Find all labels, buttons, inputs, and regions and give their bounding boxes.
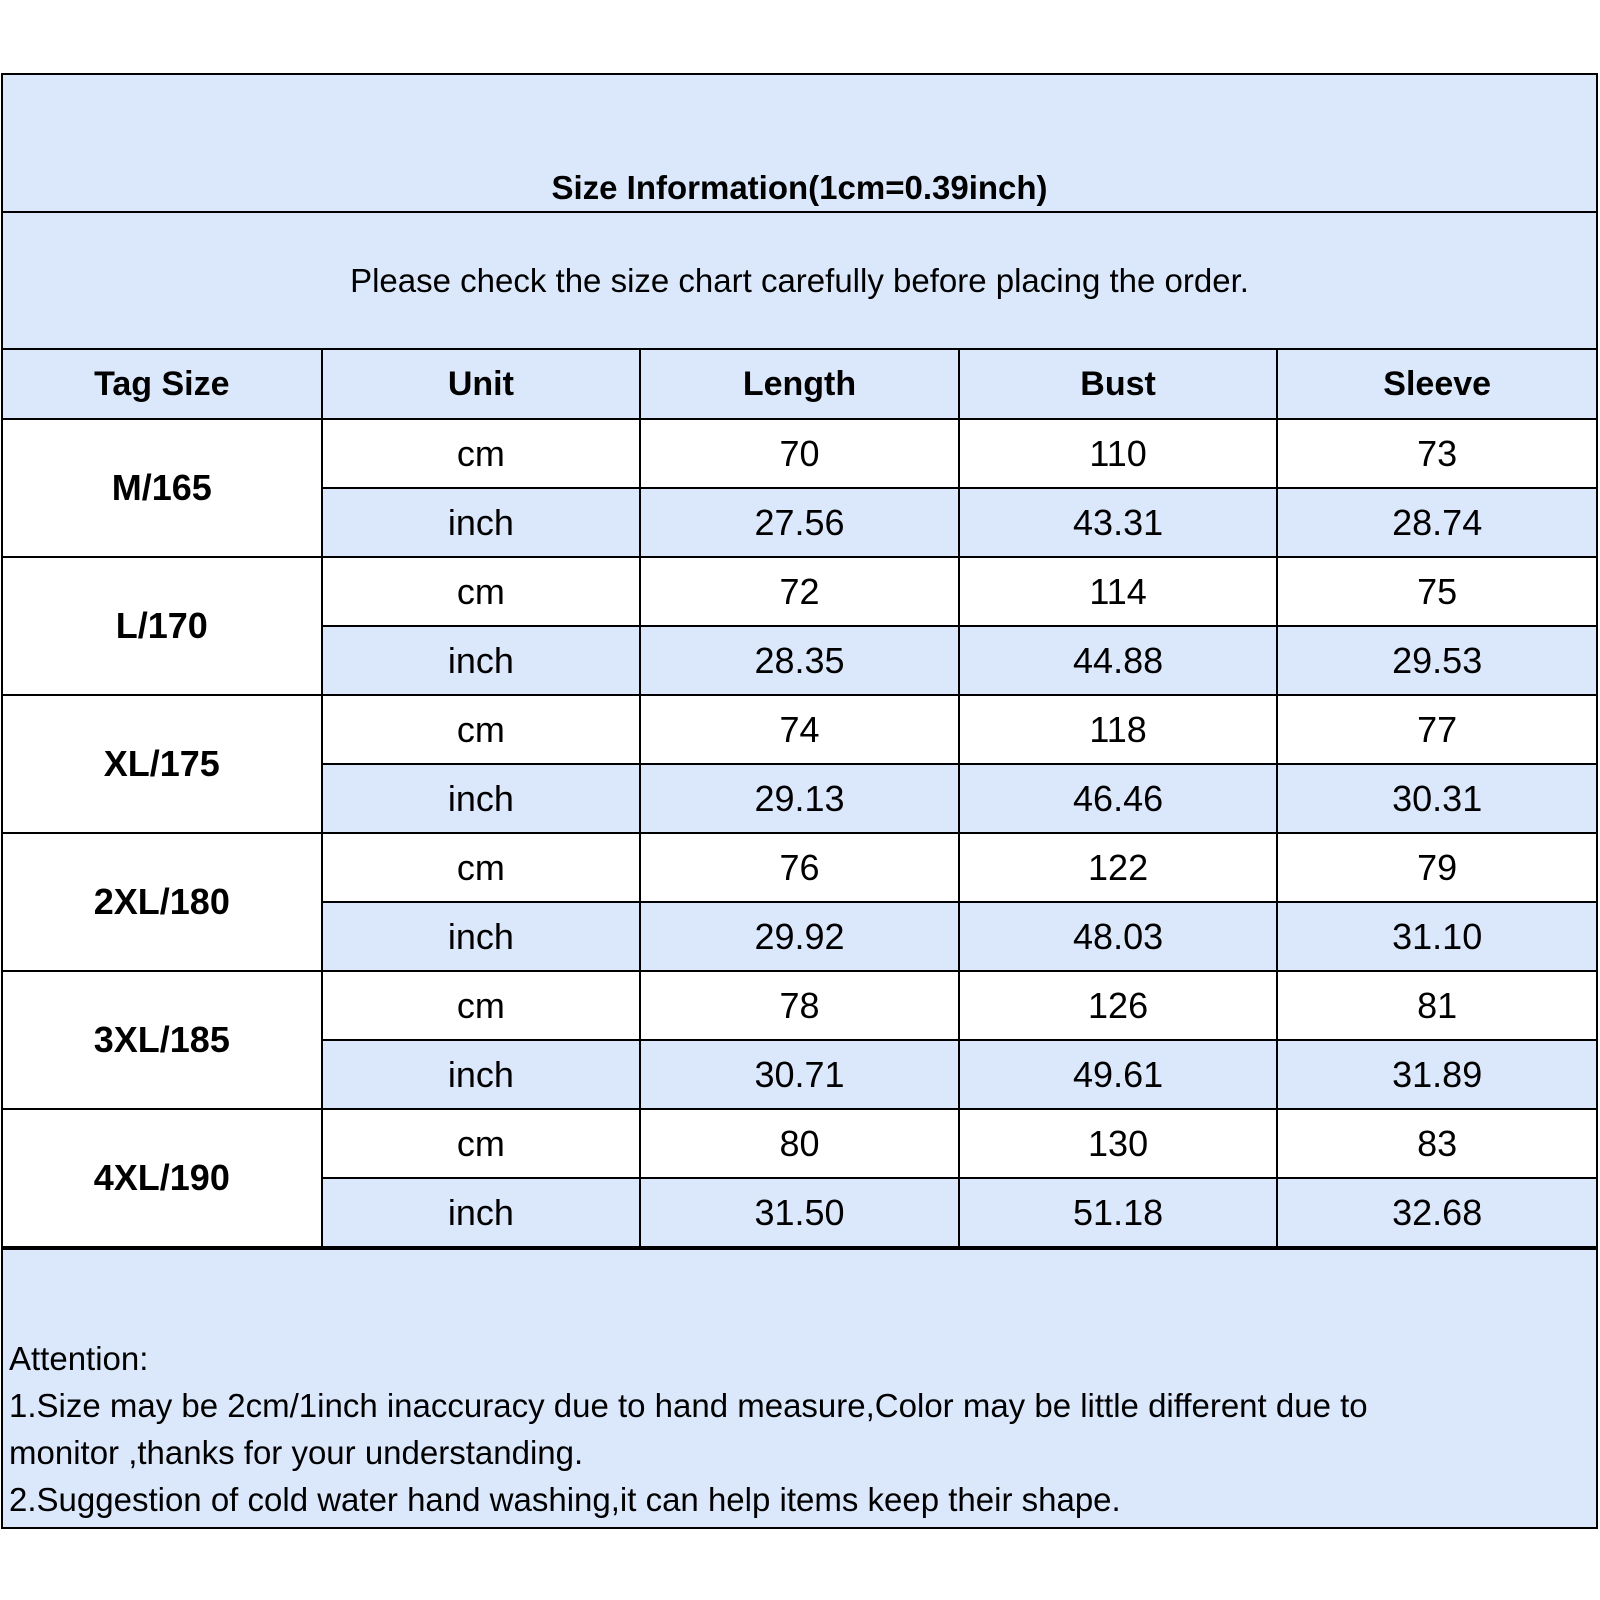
length-cell: 78 — [640, 971, 959, 1040]
tag-size-cell: 3XL/185 — [3, 971, 322, 1109]
table-row — [3, 557, 1596, 626]
attention-note-line: monitor ,thanks for your understanding. — [9, 1434, 584, 1471]
table-row — [3, 833, 1596, 902]
unit-cell: cm — [322, 419, 641, 488]
sleeve-cell: 77 — [1277, 695, 1596, 764]
sleeve-cell: 31.10 — [1277, 902, 1596, 971]
sleeve-cell: 31.89 — [1277, 1040, 1596, 1109]
bust-cell: 43.31 — [959, 488, 1278, 557]
size-chart-subtitle: Please check the size chart carefully before placing the order. — [3, 213, 1596, 350]
unit-cell: cm — [322, 833, 641, 902]
unit-cell: cm — [322, 1109, 641, 1178]
size-chart-title: Size Information(1cm=0.39inch) — [3, 75, 1596, 213]
bust-cell: 114 — [959, 557, 1278, 626]
header-row — [3, 350, 1596, 419]
sleeve-cell: 83 — [1277, 1109, 1596, 1178]
tag-size-cell: L/170 — [3, 557, 322, 695]
bust-cell: 44.88 — [959, 626, 1278, 695]
bust-cell: 46.46 — [959, 764, 1278, 833]
unit-cell: inch — [322, 902, 641, 971]
tag-size-cell: 4XL/190 — [3, 1109, 322, 1247]
bust-cell: 118 — [959, 695, 1278, 764]
length-cell: 31.50 — [640, 1178, 959, 1247]
sleeve-cell: 75 — [1277, 557, 1596, 626]
table-row — [3, 1109, 1596, 1178]
length-cell: 70 — [640, 419, 959, 488]
tag-size-cell: 2XL/180 — [3, 833, 322, 971]
length-cell: 29.92 — [640, 902, 959, 971]
length-cell: 27.56 — [640, 488, 959, 557]
unit-cell: inch — [322, 1178, 641, 1247]
sleeve-cell: 79 — [1277, 833, 1596, 902]
header-sleeve: Sleeve — [1277, 350, 1596, 419]
bust-cell: 130 — [959, 1109, 1278, 1178]
sleeve-cell: 32.68 — [1277, 1178, 1596, 1247]
sleeve-cell: 28.74 — [1277, 488, 1596, 557]
header-bust: Bust — [959, 350, 1278, 419]
length-cell: 74 — [640, 695, 959, 764]
table-row — [3, 695, 1596, 764]
sleeve-cell: 29.53 — [1277, 626, 1596, 695]
bust-cell: 126 — [959, 971, 1278, 1040]
length-cell: 72 — [640, 557, 959, 626]
length-cell: 76 — [640, 833, 959, 902]
size-table — [3, 350, 1596, 1248]
table-row — [3, 971, 1596, 1040]
bust-cell: 51.18 — [959, 1178, 1278, 1247]
sleeve-cell: 30.31 — [1277, 764, 1596, 833]
size-chart-sheet — [1, 73, 1598, 1529]
sleeve-cell: 81 — [1277, 971, 1596, 1040]
bust-cell: 49.61 — [959, 1040, 1278, 1109]
unit-cell: inch — [322, 626, 641, 695]
length-cell: 80 — [640, 1109, 959, 1178]
table-row — [3, 419, 1596, 488]
header-length: Length — [640, 350, 959, 419]
tag-size-cell: XL/175 — [3, 695, 322, 833]
header-tag-size: Tag Size — [3, 350, 322, 419]
attention-note-line: 1.Size may be 2cm/1inch inaccuracy due to hand measure,Color may be little different due to — [9, 1387, 1368, 1424]
unit-cell: inch — [322, 1040, 641, 1109]
bust-cell: 110 — [959, 419, 1278, 488]
sleeve-cell: 73 — [1277, 419, 1596, 488]
attention-note-line: 2.Suggestion of cold water hand washing,it can help items keep their shape. — [9, 1481, 1121, 1518]
unit-cell: cm — [322, 557, 641, 626]
tag-size-cell: M/165 — [3, 419, 322, 557]
length-cell: 29.13 — [640, 764, 959, 833]
unit-cell: inch — [322, 488, 641, 557]
header-unit: Unit — [322, 350, 641, 419]
length-cell: 28.35 — [640, 626, 959, 695]
length-cell: 30.71 — [640, 1040, 959, 1109]
attention-notes — [3, 1248, 1596, 1527]
bust-cell: 122 — [959, 833, 1278, 902]
bust-cell: 48.03 — [959, 902, 1278, 971]
unit-cell: cm — [322, 971, 641, 1040]
unit-cell: inch — [322, 764, 641, 833]
attention-heading: Attention: — [9, 1340, 149, 1377]
unit-cell: cm — [322, 695, 641, 764]
